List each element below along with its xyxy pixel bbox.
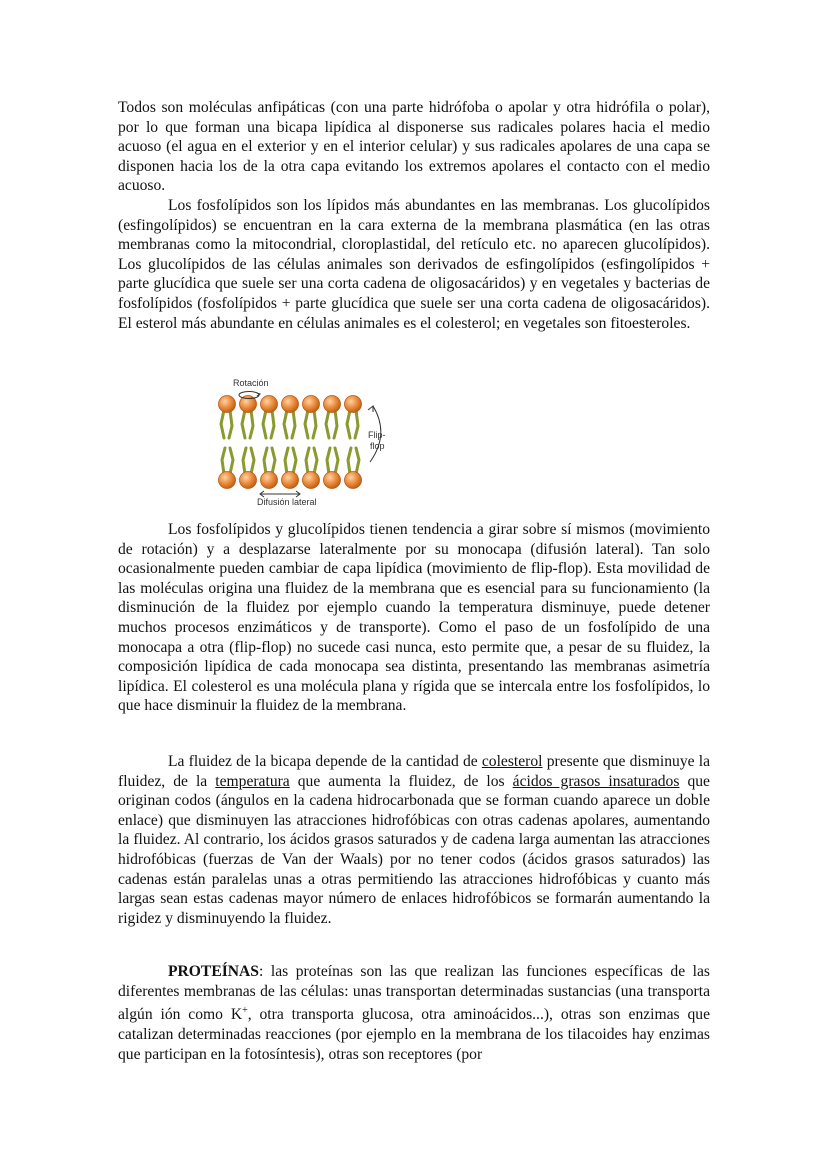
p4-text-4: que originan codos (ángulos en la cadena hidrocarbonada que se forman cuando aparece un doble enlace) que disminuyen las atracciones hidrofóbicas con otras cadenas apolares, aumentando la fluidez. Al contrario, los ácidos grasos saturados y de cadena larga aumentan las atracciones hidrofóbicas (fuerzas de Van der Waals) por no tener codos (ácidos grasos saturados) las cadenas están paralelas unas a otras permitiendo las atracciones hidrofóbicas y cuanto más largas sean estas cadenas mayor número de enlaces hidrofóbicos se formarán aumentando la rigidez y disminuyendo la fluidez. (118, 772, 710, 927)
bottom-head-1 (219, 472, 236, 489)
p4-underline-colesterol: colesterol (481, 753, 543, 770)
p5-text-1: : las proteínas son las que realizan las funciones específicas de las diferentes membranas de las células: unas transportan determinadas sustancias (una transporta algún ión como K (118, 963, 710, 1024)
paragraph-amphipathic (118, 98, 710, 333)
top-tail-left (284, 410, 287, 438)
top-head-1 (219, 396, 236, 413)
bottom-head-3 (261, 472, 278, 489)
top-head-7 (345, 396, 362, 413)
bottom-head-7 (345, 472, 362, 489)
bottom-tail-right (356, 448, 359, 474)
p5-text-2: , otra transporta glucosa, otra aminoácidos...), otras son enzimas que catalizan determinadas reacciones (por ejemplo en la membrana de los tilacoides hay enzimas que participan en la fotosíntesis), otras son receptores (por (118, 1006, 711, 1063)
top-tail-right (271, 410, 274, 438)
bottom-tail-right (230, 448, 233, 474)
label-flip: Flip- (368, 430, 386, 440)
bilayer-molecules (219, 396, 362, 489)
bottom-head-6 (324, 472, 341, 489)
top-tail-right (229, 410, 232, 438)
paragraph-5 (118, 962, 710, 1064)
p4-underline-acidos: ácidos grasos insaturados (512, 772, 680, 790)
bottom-tail-left (264, 448, 267, 474)
top-head-4 (282, 396, 299, 413)
bilayer-diagram (200, 374, 410, 509)
top-head-6 (324, 396, 341, 413)
p4-text-1: La fluidez de la bicapa depende de la cantidad de (168, 753, 482, 770)
heading-proteinas: PROTEÍNAS (168, 963, 259, 980)
top-tail-right (334, 410, 337, 438)
top-tail-right (292, 410, 295, 438)
p4-text-2: presente que disminuye la fluidez, de la (118, 753, 710, 790)
bottom-head-5 (303, 472, 320, 489)
paragraph-3: Los fosfolípidos y glucolípidos tienen tendencia a girar sobre sí mismos (movimiento de rotación) y a desplazarse lateralmente por su monocapa (difusión lateral). Tan solo ocasionalmente pueden cambiar de capa lipídica (movimiento de flip-flop). Esta movilidad de las moléculas origina una fluidez de la membrana que es esencial para su funcionamiento (la disminución de la fluidez por ejemplo cuando la temperatura disminuye, puede detener muchos procesos enzimáticos y de transporte). Como el paso de un fosfolípido de una monocapa a otra (flip-flop) no sucede casi nunca, esto permite que, a pesar de su fluidez, la composición lipídica de cada monocapa sea distinta, presentando las membranas asimetría lipídica. El colesterol es una molécula plana y rígida que se intercala entre los fosfolípidos, lo que hace disminuir la fluidez de la membrana. (118, 521, 710, 715)
paragraph-1: Todos son moléculas anfipáticas (con una parte hidrófoba o apolar y otra hidrófila o polar), por lo que forman una bicapa lipídica al disponerse sus radicales polares hacia el medio acuoso (el agua en el exterior y en el interior celular) y sus radicales apolares de una capa se disponen hacia los de la otra capa evitando los extremos apolares el contacto con el medio acuoso. (118, 99, 710, 195)
bottom-head-4 (282, 472, 299, 489)
p5-superscript: + (242, 1005, 248, 1017)
bottom-tail-left (348, 448, 351, 474)
p4-underline-temperatura: temperatura (215, 772, 290, 790)
bottom-tail-right (251, 448, 254, 474)
top-tail-left (263, 410, 266, 438)
label-rotation: Rotación (233, 378, 269, 388)
bottom-tail-left (222, 448, 225, 474)
paragraph-fluidity-block (118, 752, 710, 928)
top-tail-right (313, 410, 316, 438)
paragraph-2: Los fosfolípidos son los lípidos más abundantes en las membranas. Los glucolípidos (esfingolípidos) se encuentran en la cara externa de la membrana plasmática (en las otras membranas como la mitocondrial, cloroplastidal, del retículo etc. no aparecen glucolípidos). Los glucolípidos de las células animales son derivados de esfingolípidos (esfingolípidos + parte glucídica que suele ser una corta cadena de oligosacáridos) y en vegetales y bacterias de fosfolípidos (fosfolípidos + parte glucídica que suele ser una corta cadena de oligosacáridos). El esterol más abundante en células animales es el colesterol; en vegetales son fitoesteroles. (118, 196, 710, 332)
bottom-tail-left (243, 448, 246, 474)
bottom-tail-left (327, 448, 330, 474)
bottom-tail-left (285, 448, 288, 474)
lipid-bilayer-figure (200, 374, 410, 509)
bottom-tail-right (335, 448, 338, 474)
top-head-3 (261, 396, 278, 413)
paragraph-proteins-block (118, 962, 710, 1064)
p4-text-3: que aumenta la fluidez, de los (289, 772, 513, 790)
bottom-head-2 (240, 472, 257, 489)
bottom-tail-right (272, 448, 275, 474)
paragraph-4 (118, 752, 710, 928)
bottom-tail-left (306, 448, 309, 474)
top-tail-left (326, 410, 329, 438)
rotation-arrowhead-icon (257, 393, 260, 396)
top-head-5 (303, 396, 320, 413)
top-tail-right (355, 410, 358, 438)
flip-flop-arrowhead-icon (368, 406, 373, 412)
top-tail-left (305, 410, 308, 438)
top-tail-left (242, 410, 245, 438)
bottom-tail-right (293, 448, 296, 474)
top-tail-left (221, 410, 224, 438)
label-flop: flop (370, 441, 385, 451)
label-lateral-diffusion: Difusión lateral (257, 497, 317, 507)
top-tail-left (347, 410, 350, 438)
paragraph-mobility-block (118, 520, 710, 716)
bottom-tail-right (314, 448, 317, 474)
top-tail-right (250, 410, 253, 438)
